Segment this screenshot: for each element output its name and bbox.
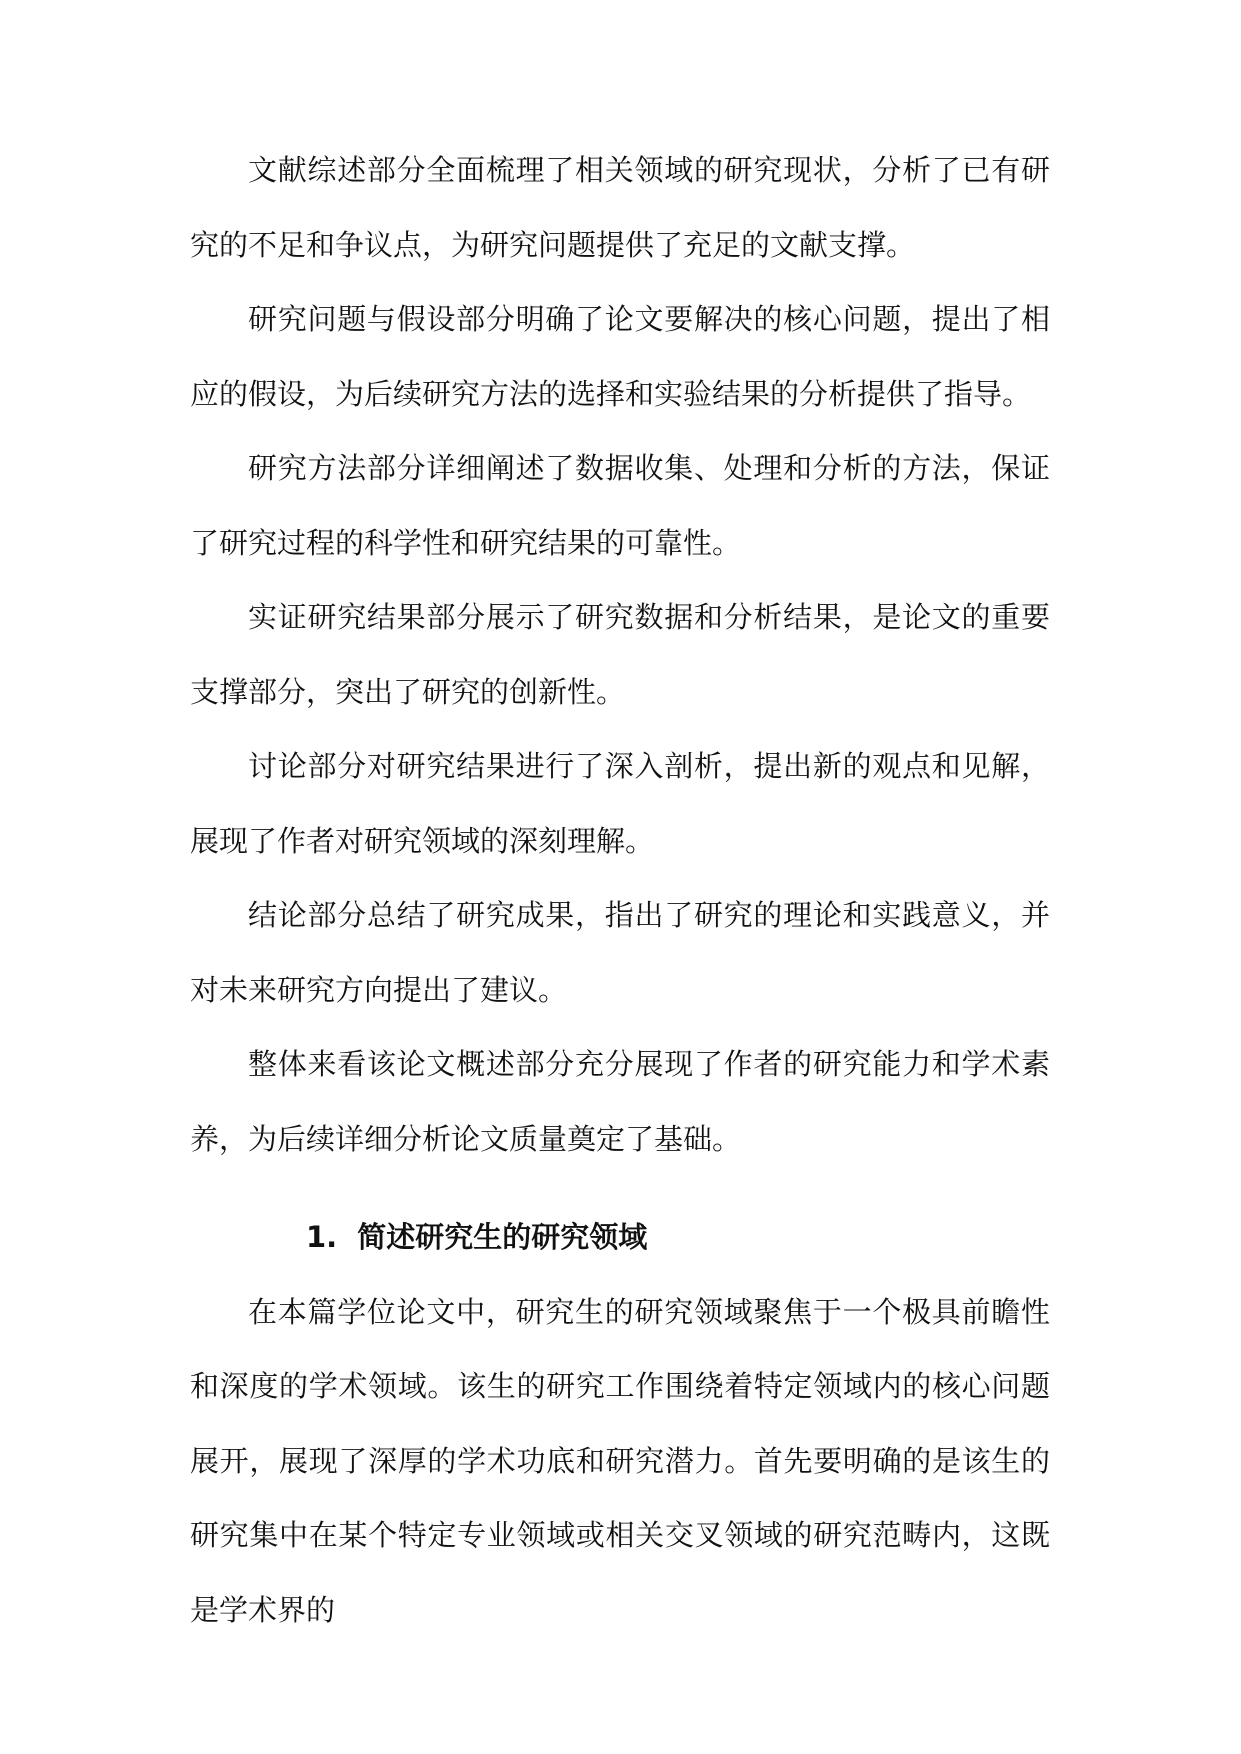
- section-number: 1.: [306, 1220, 338, 1254]
- section-title: 简述研究生的研究领域: [357, 1220, 648, 1254]
- paragraph-literature-review: 文献综述部分全面梳理了相关领域的研究现状，分析了已有研究的不足和争议点，为研究问题提供了充足的文献支撑。: [190, 153, 1050, 262]
- paragraph-research-questions: 研究问题与假设部分明确了论文要解决的核心问题，提出了相应的假设，为后续研究方法的选择和实验结果的分析提供了指导。: [190, 302, 1050, 411]
- paragraph-discussion: 讨论部分对研究结果进行了深入剖析，提出新的观点和见解，展现了作者对研究领域的深刻理解。: [190, 749, 1050, 858]
- paragraph-overall-summary: 整体来看该论文概述部分充分展现了作者的研究能力和学术素养，为后续详细分析论文质量奠定了基础。: [190, 1047, 1050, 1156]
- section-heading: [190, 1200, 1050, 1275]
- document-body: [190, 133, 1050, 1647]
- paragraph-research-field: 在本篇学位论文中，研究生的研究领域聚焦于一个极具前瞻性和深度的学术领域。该生的研究工作围绕着特定领域内的核心问题展开，展现了深厚的学术功底和研究潜力。首先要明确的是该生的研究集中在某个特定专业领域或相关交叉领域的研究范畴内，这既是学术界的: [190, 1294, 1050, 1627]
- paragraph-research-methods: 研究方法部分详细阐述了数据收集、处理和分析的方法，保证了研究过程的科学性和研究结果的可靠性。: [190, 451, 1050, 560]
- paragraph-conclusion: 结论部分总结了研究成果，指出了研究的理论和实践意义，并对未来研究方向提出了建议。: [190, 898, 1050, 1007]
- paragraph-empirical-results: 实证研究结果部分展示了研究数据和分析结果，是论文的重要支撑部分，突出了研究的创新性。: [190, 600, 1050, 709]
